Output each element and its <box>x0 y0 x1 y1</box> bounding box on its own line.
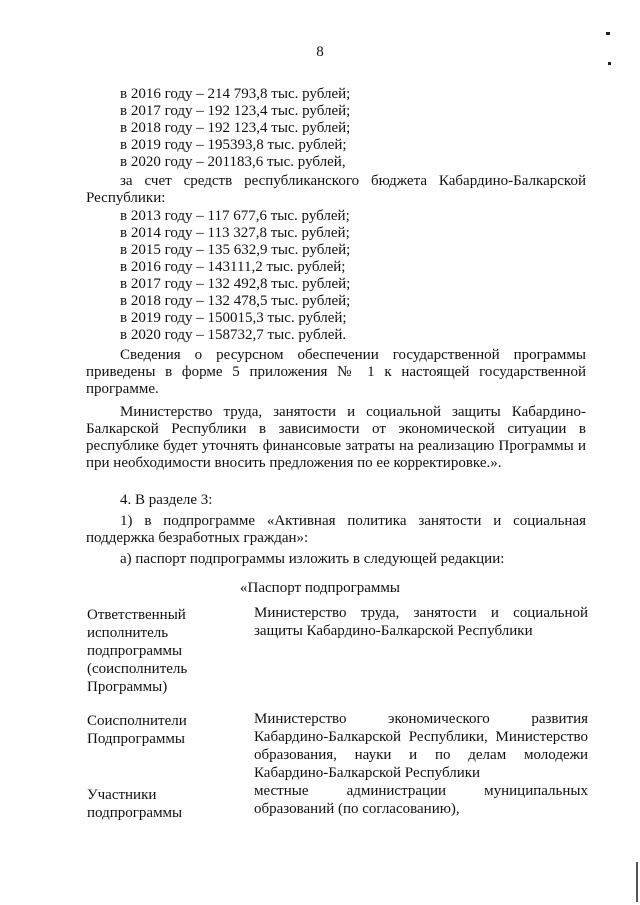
amount-line: в 2018 году – 192 123,4 тыс. рублей; <box>120 120 351 136</box>
amount-line: в 2016 году – 214 793,8 тыс. рублей; <box>120 86 351 102</box>
passport-row-label: Ответственный исполнитель подпрограммы (соисполнитель Программы) <box>87 607 188 695</box>
amount-line: в 2020 году – 201183,6 тыс. рублей, <box>120 154 346 170</box>
section-item: 4. В разделе 3: <box>120 492 213 508</box>
amount-line: в 2014 году – 113 327,8 тыс. рублей; <box>120 225 350 241</box>
amount-line: в 2020 году – 158732,7 тыс. рублей. <box>120 327 347 343</box>
amount-line: в 2018 году – 132 478,5 тыс. рублей; <box>120 293 351 309</box>
amount-line: в 2017 году – 192 123,4 тыс. рублей; <box>120 103 351 119</box>
passport-row-value: местные администрации муниципальных образований (по согласованию), <box>254 783 588 817</box>
ministry-paragraph: Министерство труда, занятости и социальной защиты Кабардино-Балкарской Республики в зависимости от экономической ситуации в республике будет уточнять финансовые затраты на реализацию Программы и при необходимости вносить предложения по ее корректировке.». <box>86 404 586 471</box>
budget-source-paragraph: за счет средств республиканского бюджета Кабардино-Балкарской Республики: <box>86 173 586 206</box>
passport-row-value: Министерство экономического развития Кабардино-Балкарской Республики, Министерство образования, науки и по делам молодежи Кабардино-Балкарской Республики <box>254 711 588 781</box>
passport-title: «Паспорт подпрограммы <box>240 580 400 596</box>
subprogram-item: 1) в подпрограмме «Активная политика занятости и социальная поддержка безработных граждан»: <box>86 513 586 546</box>
scan-speck <box>606 32 610 35</box>
amount-line: в 2019 году – 150015,3 тыс. рублей; <box>120 310 347 326</box>
amount-line: в 2017 году – 132 492,8 тыс. рублей; <box>120 276 351 292</box>
amount-line: в 2015 году – 135 632,9 тыс. рублей; <box>120 242 351 258</box>
resources-paragraph: Сведения о ресурсном обеспечении государственной программы приведены в форме 5 приложения № 1 к настоящей государственной программе. <box>86 347 586 397</box>
passport-row-label: Участники подпрограммы <box>87 787 183 821</box>
page-number: 8 <box>316 44 324 60</box>
passport-item: а) паспорт подпрограммы изложить в следующей редакции: <box>120 551 505 567</box>
amount-line: в 2019 году – 195393,8 тыс. рублей; <box>120 137 347 153</box>
amount-line: в 2016 году – 143111,2 тыс. рублей; <box>120 259 346 275</box>
scan-edge-mark <box>636 862 638 902</box>
amount-line: в 2013 году – 117 677,6 тыс. рублей; <box>120 208 350 224</box>
scan-speck <box>608 62 611 65</box>
passport-row-value: Министерство труда, занятости и социальной защиты Кабардино-Балкарской Республики <box>254 605 588 639</box>
passport-row-label: Соисполнители Подпрограммы <box>87 713 187 747</box>
